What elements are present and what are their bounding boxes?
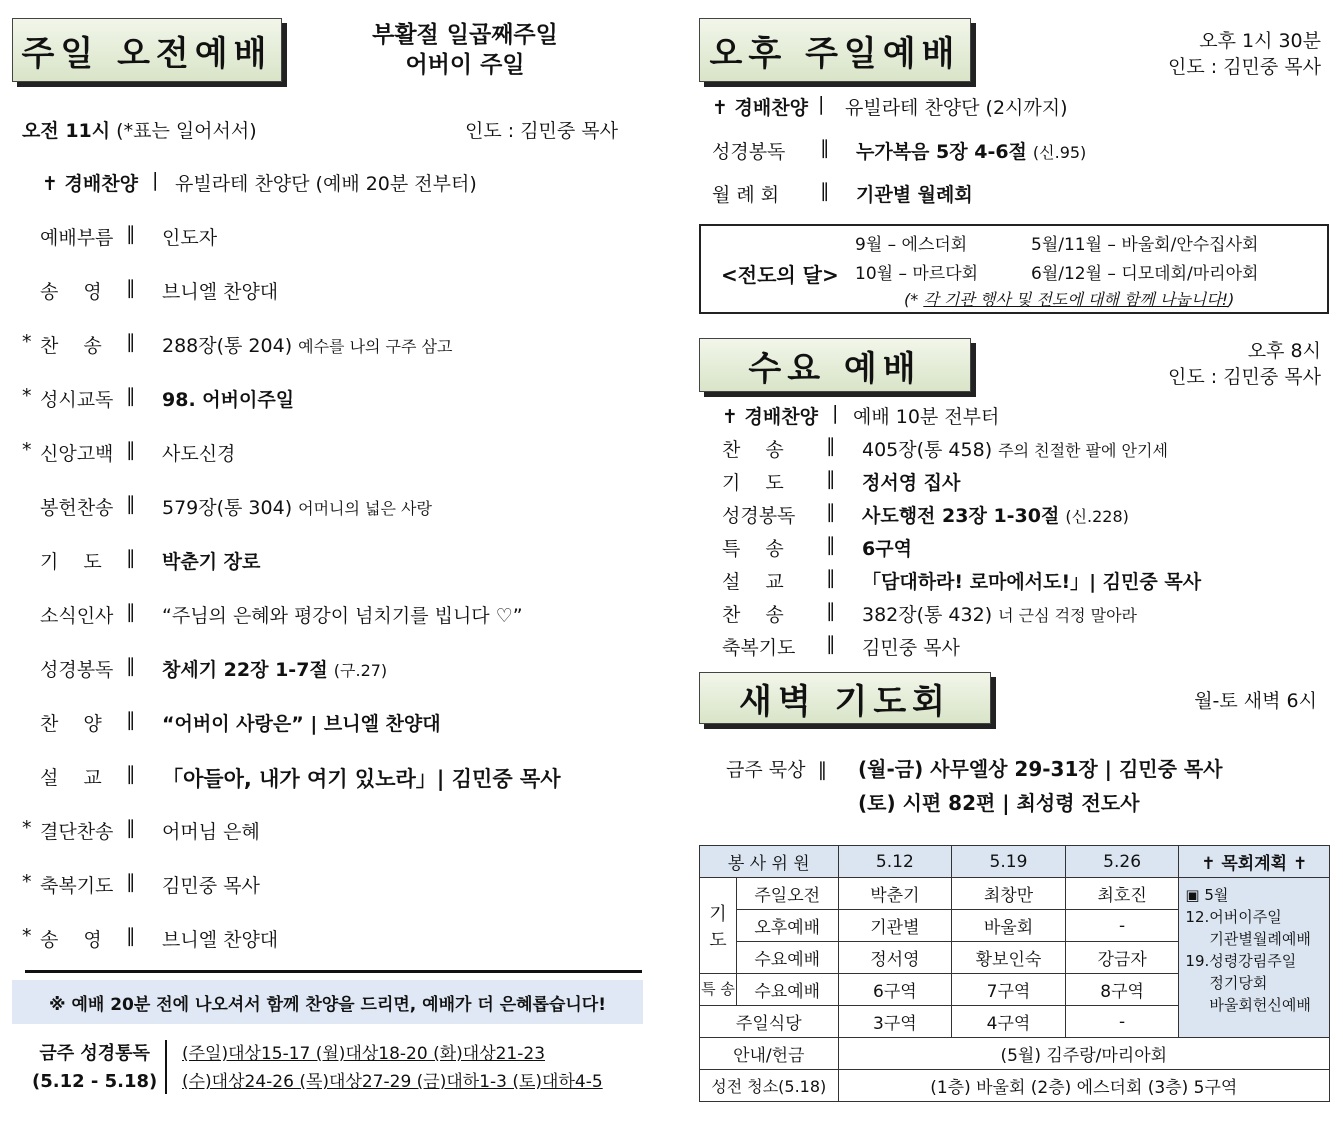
order-separator: ∥ <box>126 385 136 407</box>
order-separator: ∥ <box>826 435 836 457</box>
wednesday-service-header-text: 수요 예배 <box>748 348 922 389</box>
row-label: 주일오전 <box>736 878 838 910</box>
table-cell: 최창만 <box>952 878 1066 910</box>
order-value <box>862 567 1201 594</box>
worship-notice-text: ※ 예배 20분 전에 나오셔서 함께 찬양을 드리면, 예배가 더 은혜롭습니다! <box>49 994 606 1015</box>
order-label: 신앙고백 <box>40 443 114 465</box>
order-value <box>162 871 260 898</box>
table-cell: 6구역 <box>838 974 952 1006</box>
table-cell: (5월) 김주랑/마리아회 <box>838 1038 1329 1070</box>
order-separator: ∥ <box>126 709 136 731</box>
order-separator: ∥ <box>126 331 136 353</box>
order-separator: ∥ <box>126 925 136 947</box>
order-value-note: 주의 친절한 팔에 안기세 <box>998 441 1168 460</box>
order-label: ✝ 경배찬양 <box>712 97 808 119</box>
afternoon-info <box>1168 28 1321 80</box>
order-value <box>862 501 1129 528</box>
morning-time-line <box>22 116 257 143</box>
table-cell: 기관별 <box>838 910 952 942</box>
order-value-note: (신.228) <box>1065 507 1129 526</box>
order-value-note: 예수를 나의 구주 삼고 <box>298 337 453 356</box>
bible-reading-title: 금주 성경통독 <box>39 1043 150 1064</box>
order-label: 축복기도 <box>40 875 114 897</box>
order-value <box>856 137 1086 164</box>
order-label: 소식인사 <box>40 605 114 627</box>
bible-reading-schedule <box>182 1040 603 1096</box>
table-cell: 바울회 <box>952 910 1066 942</box>
order-value-text: 유빌라테 찬양단 (2시까지) <box>845 97 1068 119</box>
dawn-label: 금주 묵상 <box>726 759 806 781</box>
order-value <box>845 93 1068 120</box>
order-value <box>162 601 523 628</box>
standing-marker: * <box>22 871 32 893</box>
order-value-note: (신.95) <box>1032 142 1087 162</box>
order-value-text: 어머님 은혜 <box>162 821 260 843</box>
order-separator: ∥ <box>126 493 136 515</box>
mission-row1-col1: 9월 – 에스더회 <box>855 235 968 255</box>
order-value-text: 브니엘 찬양대 <box>162 929 279 951</box>
afternoon-service-header <box>699 18 971 82</box>
order-separator: ∥ <box>126 871 136 893</box>
order-separator: ∥ <box>126 817 136 839</box>
order-separator: ∥ <box>826 501 836 523</box>
wednesday-time: 오후 8시 <box>1247 340 1321 362</box>
date-col-3: 5.26 <box>1065 846 1179 878</box>
order-value <box>162 709 441 736</box>
mission-row1-col2: 5월/11월 – 바울회/안수집사회 <box>1031 235 1259 255</box>
table-cell: 정서영 <box>838 942 952 974</box>
order-label: 성경봉독 <box>722 505 796 527</box>
standing-marker: * <box>22 925 32 947</box>
bible-reading-line-1: (주일)대상15-17 (월)대상18-20 (화)대상21-23 <box>182 1044 546 1064</box>
order-value-text: 98. 어버이주일 <box>162 389 295 411</box>
table-cell: (1층) 바울회 (2층) 에스더회 (3층) 5구역 <box>838 1070 1329 1102</box>
order-value-text: 창세기 22장 1-7절 <box>162 659 328 681</box>
dawn-meditation-label <box>726 755 827 782</box>
order-label: 설 교 <box>40 767 102 789</box>
table-cell: 8구역 <box>1065 974 1179 1006</box>
row-label: 수요예배 <box>736 942 838 974</box>
order-value <box>162 763 561 793</box>
order-value <box>862 633 960 660</box>
order-value-text: 김민중 목사 <box>862 637 960 659</box>
order-label: 송 영 <box>40 281 102 303</box>
order-separator: ∥ <box>126 277 136 299</box>
order-value-text: 579장(통 304) <box>162 497 293 519</box>
order-value <box>162 493 432 520</box>
order-separator: | <box>818 93 825 115</box>
standing-marker: * <box>22 385 32 407</box>
order-label: 기 도 <box>40 551 102 573</box>
plan-line-4: 정기당회 <box>1209 974 1268 992</box>
table-cell: - <box>1065 1006 1179 1038</box>
order-value <box>862 468 960 495</box>
dawn-separator: ∥ <box>817 759 828 781</box>
order-label: 찬 송 <box>40 335 102 357</box>
order-value <box>162 385 294 412</box>
dawn-prayer-header <box>699 672 991 724</box>
order-label: 찬 양 <box>40 713 102 735</box>
order-value-note: (구.27) <box>333 661 388 680</box>
mission-note <box>904 287 1234 310</box>
order-value <box>853 402 999 429</box>
order-separator: ∥ <box>820 180 830 202</box>
order-value-text: 기관별 월례회 <box>856 184 973 206</box>
table-cell: 3구역 <box>838 1006 952 1038</box>
mission-row2-col2: 6월/12월 – 디모데회/마리아회 <box>1031 264 1259 284</box>
morning-standing-note: (*표는 일어서서) <box>116 120 257 142</box>
order-value-text: 유빌라테 찬양단 (예배 20분 전부터) <box>175 173 477 195</box>
morning-service-header <box>12 18 282 82</box>
table-cell: 7구역 <box>952 974 1066 1006</box>
dawn-prayer-header-text: 새벽 기도회 <box>738 681 952 722</box>
mission-month-title: <전도의 달> <box>721 263 839 287</box>
table-cell: 황보인숙 <box>952 942 1066 974</box>
order-value <box>162 547 260 574</box>
date-col-2: 5.19 <box>952 846 1066 878</box>
plan-line-1: 12.어버이주일 <box>1185 908 1282 926</box>
morning-service-header-text: 주일 오전예배 <box>21 33 273 74</box>
order-separator: ∥ <box>826 468 836 490</box>
order-label: 찬 송 <box>722 439 784 461</box>
order-value-text: 사도행전 23장 1-30절 <box>862 505 1060 527</box>
order-value <box>862 534 912 561</box>
order-value <box>175 169 477 196</box>
order-value-text: 누가복음 5장 4-6절 <box>856 140 1027 163</box>
prayer-group-label: 기 도 <box>700 878 737 974</box>
order-value <box>162 223 217 250</box>
order-label: 성경봉독 <box>712 140 786 163</box>
order-separator: ∥ <box>126 547 136 569</box>
wednesday-leader: 인도 : 김민중 목사 <box>1168 366 1321 388</box>
order-value <box>162 331 452 358</box>
order-label: 송 영 <box>40 929 102 951</box>
order-separator: ∥ <box>826 600 836 622</box>
order-label: ✝ 경배찬양 <box>42 173 138 195</box>
table-title: 봉 사 위 원 <box>700 846 839 878</box>
order-value <box>862 600 1137 627</box>
order-value-text: 288장(통 204) <box>162 335 293 357</box>
order-value-text: 6구역 <box>862 538 912 560</box>
plan-line-5: 바울회헌신예배 <box>1209 996 1311 1014</box>
wednesday-info <box>1168 338 1321 390</box>
order-label: 예배부름 <box>40 227 114 249</box>
order-value-text: 405장(통 458) <box>862 439 993 461</box>
order-value <box>162 277 278 304</box>
dawn-line-1: (월-금) 사무엘상 29-31장 | 김민중 목사 <box>858 757 1223 781</box>
order-value-text: 인도자 <box>162 227 218 249</box>
order-separator: ∥ <box>826 567 836 589</box>
plan-line-3: 19.성령강림주일 <box>1185 952 1297 970</box>
order-value-text: 정서영 집사 <box>862 472 961 494</box>
plan-month: ▣ 5월 <box>1185 886 1229 904</box>
order-value-text: 김민중 목사 <box>162 875 260 897</box>
order-separator: ∥ <box>126 655 136 677</box>
worship-notice <box>12 980 643 1024</box>
order-value <box>162 439 235 466</box>
standing-marker: * <box>22 331 32 353</box>
order-separator: ∥ <box>126 763 136 785</box>
order-separator: ∥ <box>826 633 836 655</box>
afternoon-leader: 인도 : 김민중 목사 <box>1168 56 1321 78</box>
morning-leader: 인도 : 김민중 목사 <box>465 120 618 142</box>
order-label: 축복기도 <box>722 637 796 659</box>
mission-month-box <box>699 224 1329 314</box>
service-duty-table <box>699 845 1330 1102</box>
afternoon-time: 오후 1시 30분 <box>1199 30 1321 52</box>
pastoral-plan <box>1179 878 1330 1038</box>
order-label: 월 례 회 <box>712 184 780 206</box>
order-label: ✝ 경배찬양 <box>722 406 818 428</box>
dawn-time: 월-토 새벽 6시 <box>1194 690 1317 712</box>
order-separator: | <box>152 169 159 191</box>
order-value-text: 「담대하라! 로마에서도!」| 김민중 목사 <box>862 571 1202 593</box>
order-separator: ∥ <box>826 534 836 556</box>
row-label: 오후예배 <box>736 910 838 942</box>
order-value-note: 어머니의 넓은 사랑 <box>298 499 432 518</box>
order-label: 성시교독 <box>40 389 114 411</box>
plan-line-2: 기관별월례예배 <box>1209 930 1311 948</box>
order-label: 설 교 <box>722 571 784 593</box>
order-value-text: 사도신경 <box>162 443 236 465</box>
order-label: 기 도 <box>722 472 784 494</box>
sunday-subtitle <box>330 20 600 80</box>
row-label: 주일식당 <box>700 1006 839 1038</box>
order-value <box>862 435 1168 462</box>
order-value-text: 박춘기 장로 <box>162 551 261 573</box>
sunday-subtitle-1: 부활절 일곱째주일 <box>372 22 558 48</box>
mission-note-prefix: (* <box>904 290 924 309</box>
morning-time: 오전 11시 <box>22 120 111 142</box>
afternoon-service-header-text: 오후 주일예배 <box>709 33 961 74</box>
pastoral-plan-header: ✝ 목회계획 ✝ <box>1179 846 1330 878</box>
mission-row2-col1: 10월 – 마르다회 <box>855 264 979 284</box>
standing-marker: * <box>22 817 32 839</box>
wednesday-service-header <box>699 338 971 392</box>
mission-note-suffix: ) <box>1228 290 1235 309</box>
order-separator: ∥ <box>126 223 136 245</box>
sunday-subtitle-2: 어버이 주일 <box>405 52 525 78</box>
order-value-text: 382장(통 432) <box>862 604 993 626</box>
table-cell: 4구역 <box>952 1006 1066 1038</box>
order-value <box>162 817 260 844</box>
order-value-text: 브니엘 찬양대 <box>162 281 279 303</box>
order-value-text: “어버이 사랑은” | 브니엘 찬양대 <box>162 713 441 735</box>
date-col-1: 5.12 <box>838 846 952 878</box>
order-label: 성경봉독 <box>40 659 114 681</box>
order-separator: | <box>832 402 839 424</box>
row-label: 성전 청소(5.18) <box>700 1070 839 1102</box>
table-cell: 박춘기 <box>838 878 952 910</box>
divider <box>25 970 642 973</box>
table-cell: 최호진 <box>1065 878 1179 910</box>
order-separator: ∥ <box>126 601 136 623</box>
order-label: 봉헌찬송 <box>40 497 114 519</box>
order-value-text: “주님의 은혜와 평강이 넘치기를 빕니다 ♡” <box>162 605 523 627</box>
row-label: 안내/헌금 <box>700 1038 839 1070</box>
order-label: 찬 송 <box>722 604 784 626</box>
order-value <box>856 180 973 207</box>
order-separator: ∥ <box>820 136 830 159</box>
bible-reading-line-2: (수)대상24-26 (목)대상27-29 (금)대하1-3 (토)대하4-5 <box>182 1072 603 1092</box>
order-value-text: 예배 10분 전부터 <box>853 406 1000 428</box>
dawn-line-2: (토) 시편 82편 | 최성령 전도사 <box>858 791 1140 815</box>
mission-note-text: 각 기관 행사 및 전도에 대해 함께 나눕니다! <box>923 290 1229 309</box>
row-label: 수요예배 <box>736 974 838 1006</box>
table-cell: - <box>1065 910 1179 942</box>
bible-reading-divider <box>165 1040 167 1094</box>
standing-marker: * <box>22 439 32 461</box>
order-separator: ∥ <box>126 439 136 461</box>
order-value <box>162 655 387 682</box>
table-cell: 강금자 <box>1065 942 1179 974</box>
order-value-note: 너 근심 걱정 말아라 <box>998 606 1138 625</box>
special-song-group-label: 특 송 <box>700 974 737 1006</box>
order-value-text: 「아들아, 내가 여기 있노라」| 김민중 목사 <box>162 767 561 791</box>
order-label: 특 송 <box>722 538 784 560</box>
order-value <box>162 925 278 952</box>
bible-reading-label <box>32 1040 157 1096</box>
bible-reading-dates: (5.12 - 5.18) <box>32 1071 158 1092</box>
order-label: 결단찬송 <box>40 821 114 843</box>
